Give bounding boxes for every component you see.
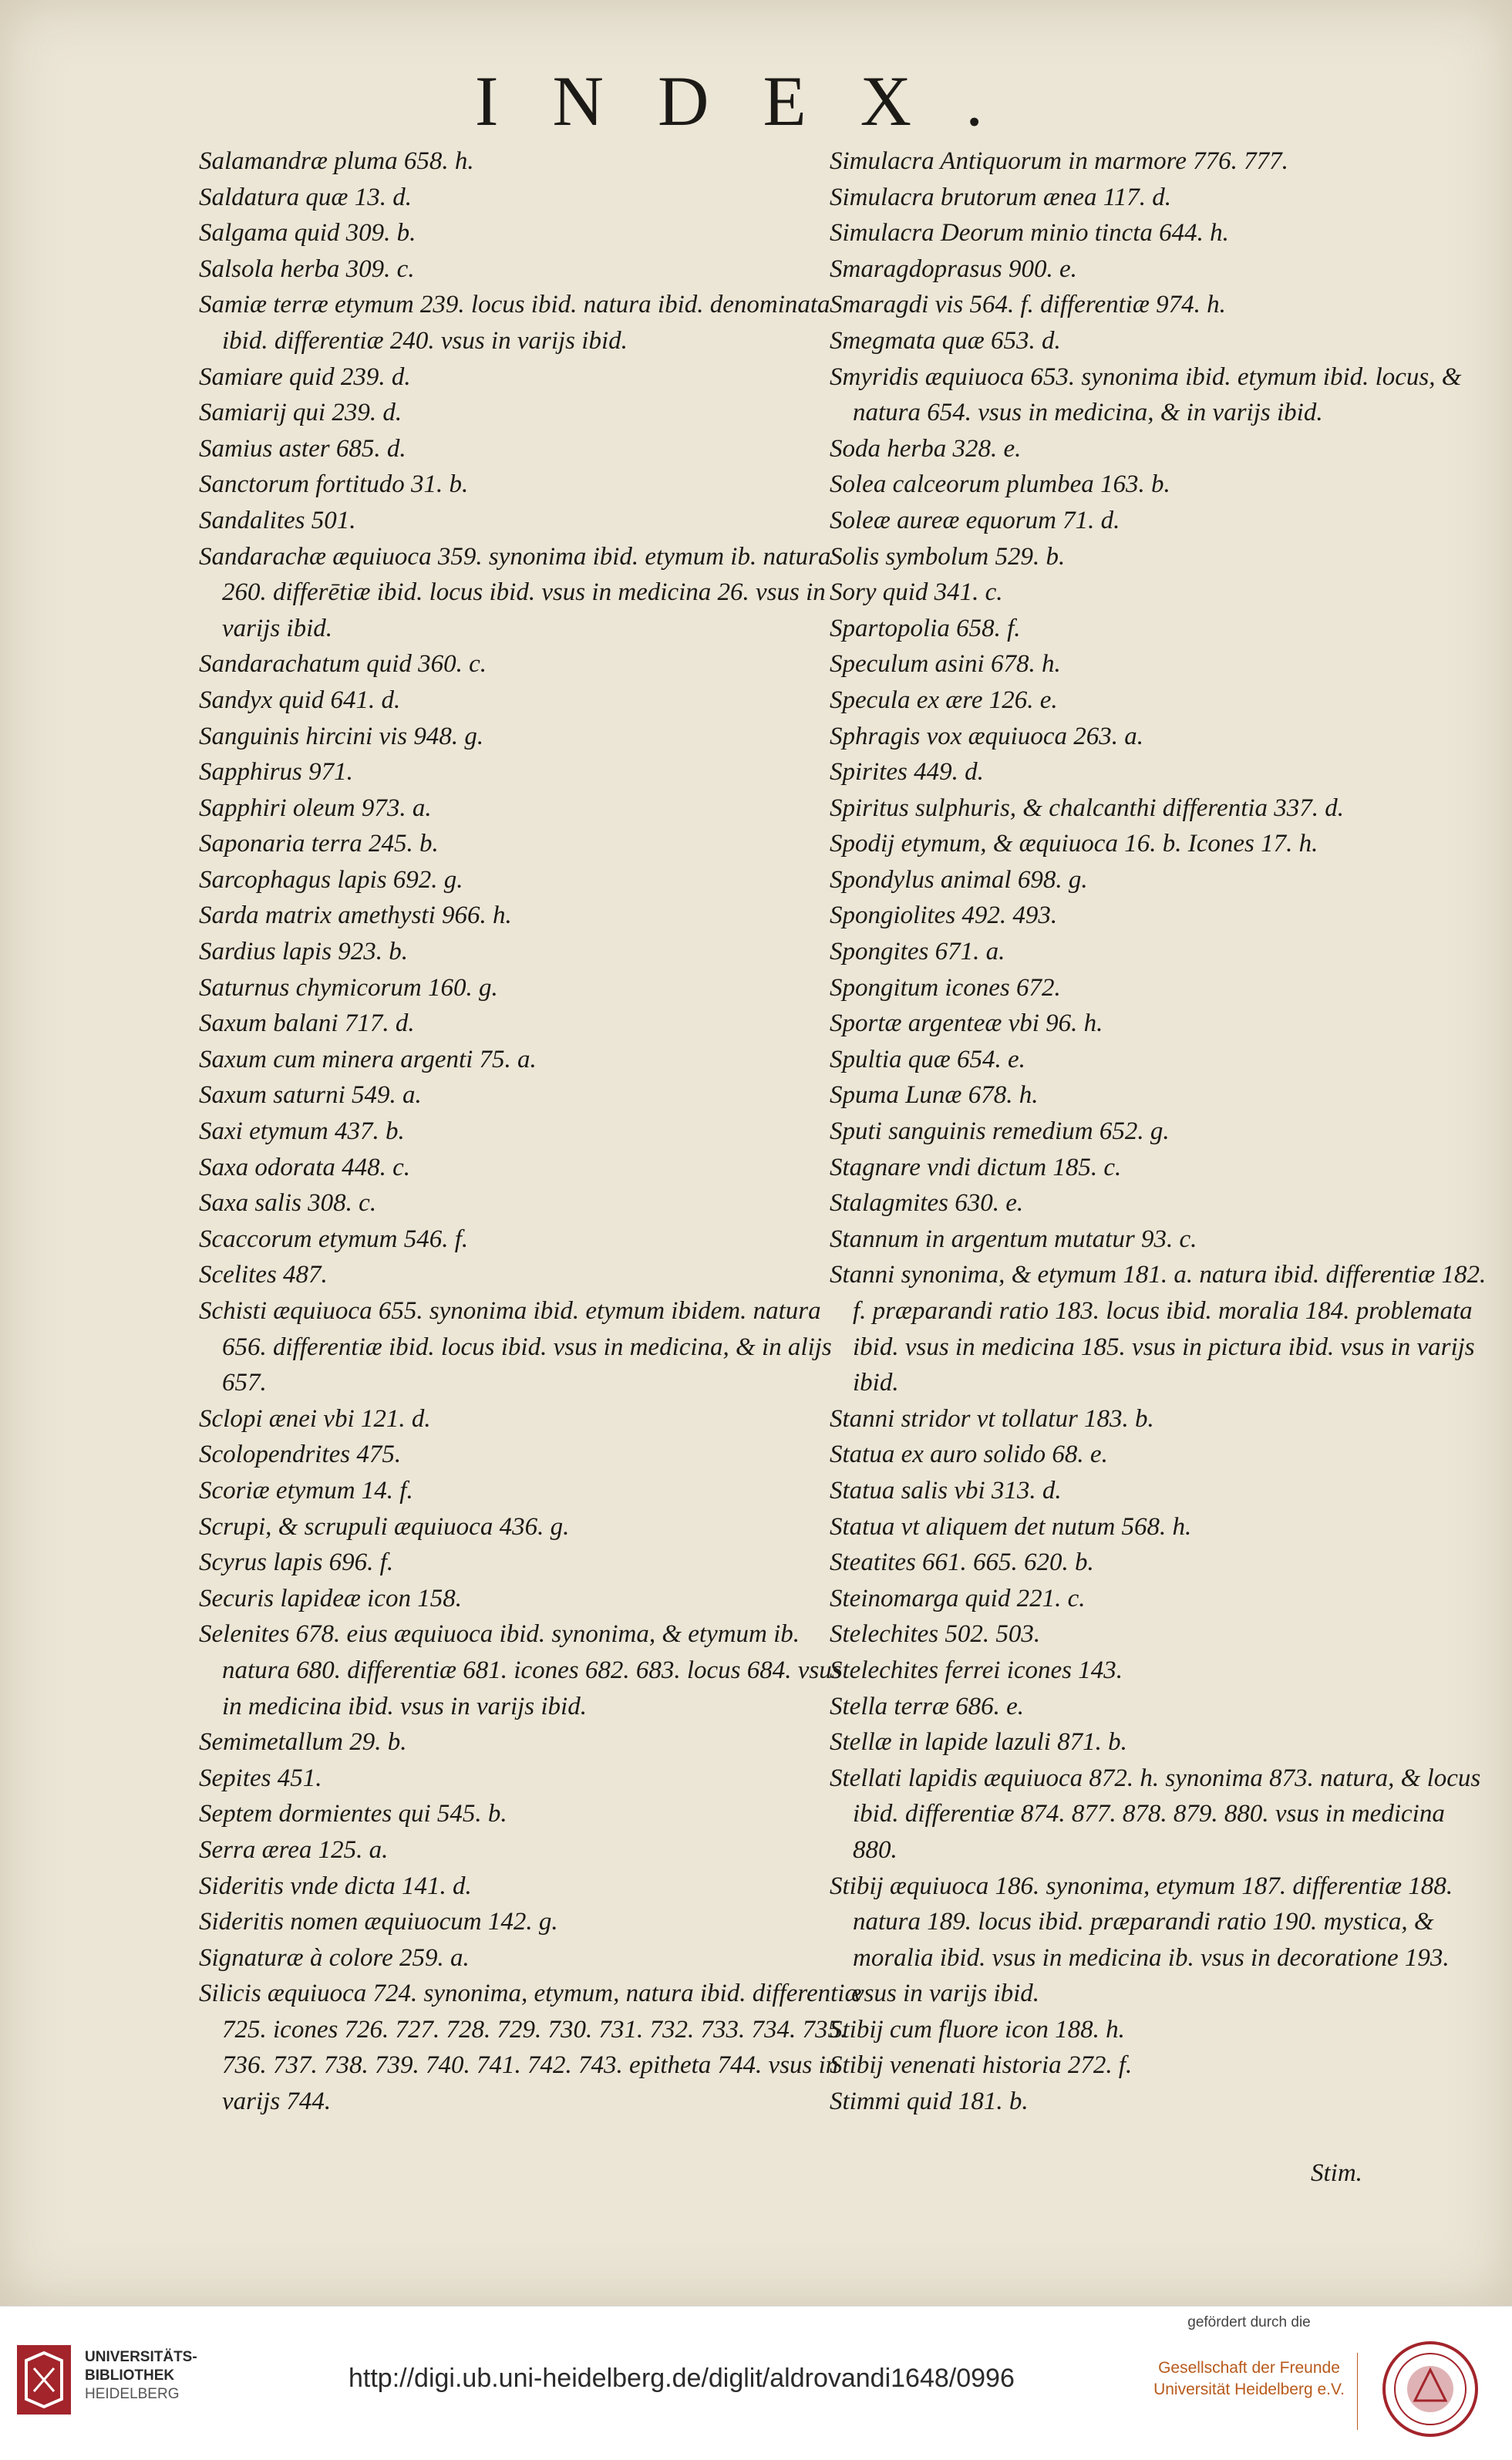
index-entry: Soda herba 328. e. xyxy=(830,434,1022,463)
index-entry: Saponaria terra 245. b. xyxy=(199,830,439,858)
index-entry: Scrupi, & scrupuli æquiuoca 436. g. xyxy=(199,1512,570,1541)
sponsor-block xyxy=(1149,2314,1349,2401)
index-entry: Sanguinis hircini vis 948. g. xyxy=(199,722,484,750)
index-entry: Stalagmites 630. e. xyxy=(830,1189,1024,1218)
index-entry: Scoriæ etymum 14. f. xyxy=(199,1476,413,1505)
index-entry: Solis symbolum 529. b. xyxy=(830,542,1066,571)
index-entry: Speculum asini 678. h. xyxy=(830,650,1061,679)
index-entry: Smaragdoprasus 900. e. xyxy=(830,254,1077,283)
index-entry: Saxum saturni 549. a. xyxy=(199,1081,422,1110)
index-entry: Spuma Lunæ 678. h. xyxy=(830,1081,1039,1110)
index-entry: Stellæ in lapide lazuli 871. b. xyxy=(830,1728,1127,1757)
library-name-line: BIBLIOTHEK xyxy=(85,2367,175,2384)
index-entry: Samiarij qui 239. d. xyxy=(199,399,402,427)
index-entry: Sapphirus 971. xyxy=(199,758,353,787)
index-entry: Serra ærea 125. a. xyxy=(199,1835,389,1864)
index-entry: Saxa salis 308. c. xyxy=(199,1189,377,1218)
index-entry: Stanni stridor vt tollatur 183. b. xyxy=(830,1404,1154,1433)
index-entry: Stibij æquiuoca 186. synonima, etymum 187. differentiæ 188. natura 189. locus ibid. præparandi ratio 190. mystica, & moralia ibid. vsus in medicina ib. vsus in decoratione 193. vsus in varijs ibid. xyxy=(830,1872,1453,2008)
index-entry: Spondylus animal 698. g. xyxy=(830,865,1088,894)
index-entry: Salsola herba 309. c. xyxy=(199,254,415,283)
index-entry: Sandarachatum quid 360. c. xyxy=(199,650,487,679)
sponsor-name-line: Gesellschaft der Freunde xyxy=(1158,2359,1340,2377)
index-entry: Spodij etymum, & æquiuoca 16. b. Icones 17. h. xyxy=(830,830,1318,858)
index-entry: Simulacra Deorum minio tincta 644. h. xyxy=(830,219,1229,248)
page-heading: INDEX. xyxy=(474,62,1038,140)
index-entry: Sanctorum fortitudo 31. b. xyxy=(199,470,469,499)
index-entry: Soleæ aureæ equorum 71. d. xyxy=(830,506,1120,534)
index-entry: Sapphiri oleum 973. a. xyxy=(199,794,432,822)
index-entry: Sandarachæ æquiuoca 359. synonima ibid. etymum ib. natura 260. differētiæ ibid. locus ibid. vsus in medicina 26. vsus in varijs ibid. xyxy=(199,542,831,642)
index-entry: Securis lapideæ icon 158. xyxy=(199,1584,462,1612)
index-entry: Saldatura quæ 13. d. xyxy=(199,183,412,211)
index-entry: Saxa odorata 448. c. xyxy=(199,1153,411,1181)
index-entry: Samiæ terræ etymum 239. locus ibid. natura ibid. denominata ibid. differentiæ 240. vsus in varijs ibid. xyxy=(199,291,830,355)
index-entry: Simulacra Antiquorum in marmore 776. 777. xyxy=(830,147,1288,175)
university-seal-icon xyxy=(1380,2339,1480,2439)
footer-divider xyxy=(1357,2353,1358,2430)
index-entry: Spongiolites 492. 493. xyxy=(830,901,1058,930)
library-name xyxy=(85,2348,197,2404)
index-entry: Sory quid 341. c. xyxy=(830,578,1003,607)
index-entry: Stella terræ 686. e. xyxy=(830,1692,1025,1720)
index-entry: Spongitum icones 672. xyxy=(830,973,1061,1002)
index-entry: Salgama quid 309. b. xyxy=(199,219,416,248)
index-entry: Stellati lapidis æquiuoca 872. h. synonima 873. natura, & locus ibid. differentiæ 874. 877. 878. 879. 880. vsus in medicina 880. xyxy=(830,1764,1481,1864)
sponsor-name-line: Universität Heidelberg e.V. xyxy=(1153,2381,1345,2398)
index-entry: Stannum in argentum mutatur 93. c. xyxy=(830,1225,1197,1253)
sponsor-tagline: gefördert durch die xyxy=(1187,2314,1311,2330)
index-entry: Smyridis æquiuoca 653. synonima ibid. etymum ibid. locus, & natura 654. vsus in medicina, & in varijs ibid. xyxy=(830,362,1462,427)
index-entry: Smegmata quæ 653. d. xyxy=(830,326,1061,355)
viewer-footer xyxy=(0,2306,1512,2460)
index-entry: Septem dormientes qui 545. b. xyxy=(199,1800,507,1828)
index-entry: Sepites 451. xyxy=(199,1764,322,1792)
index-entry: Sideritis vnde dicta 141. d. xyxy=(199,1872,472,1900)
index-entry: Spiritus sulphuris, & chalcanthi differentia 337. d. xyxy=(830,794,1345,822)
index-entry: Spartopolia 658. f. xyxy=(830,614,1021,642)
index-entry: Sardius lapis 923. b. xyxy=(199,938,409,966)
index-entry: Statua ex auro solido 68. e. xyxy=(830,1441,1108,1469)
index-entry: Scelites 487. xyxy=(199,1261,328,1289)
index-entry: Sphragis vox æquiuoca 263. a. xyxy=(830,722,1143,750)
index-entry: Smaragdi vis 564. f. differentiæ 974. h. xyxy=(830,291,1226,319)
index-entry: Sputi sanguinis remedium 652. g. xyxy=(830,1117,1170,1146)
index-entry: Saturnus chymicorum 160. g. xyxy=(199,973,498,1002)
index-entry: Statua salis vbi 313. d. xyxy=(830,1476,1062,1505)
index-column-left xyxy=(199,143,862,2120)
index-entry: Steinomarga quid 221. c. xyxy=(830,1584,1086,1612)
index-entry: Spirites 449. d. xyxy=(830,758,984,787)
index-entry: Sportæ argenteæ vbi 96. h. xyxy=(830,1009,1103,1038)
index-column-right xyxy=(830,143,1493,2120)
index-entry: Sideritis nomen æquiuocum 142. g. xyxy=(199,1908,558,1936)
index-entry: Specula ex ære 126. e. xyxy=(830,686,1058,714)
index-entry: Silicis æquiuoca 724. synonima, etymum, natura ibid. differentiæ 725. icones 726. 727. 728. 729. 730. 731. 732. 733. 734. 735. 736. 737. 738. 739. 740. 741. 742. 743. epitheta 744. vsus in varijs 744. xyxy=(199,1980,862,2116)
index-entry: Sarda matrix amethysti 966. h. xyxy=(199,901,512,930)
index-entry: Samius aster 685. d. xyxy=(199,434,406,463)
index-entry: Saxum cum minera argenti 75. a. xyxy=(199,1045,537,1073)
index-entry: Simulacra brutorum ænea 117. d. xyxy=(830,183,1172,211)
index-entry: Stelechites 502. 503. xyxy=(830,1620,1041,1649)
catchword: Stim. xyxy=(1311,2159,1362,2187)
index-entry: Signaturæ à colore 259. a. xyxy=(199,1943,470,1972)
index-entry: Scaccorum etymum 546. f. xyxy=(199,1225,469,1253)
library-name-line: UNIVERSITÄTS- xyxy=(85,2349,197,2365)
index-entry: Samiare quid 239. d. xyxy=(199,362,411,391)
index-entry: Selenites 678. eius æquiuoca ibid. synonima, & etymum ib. natura 680. differentiæ 681. icones 682. 683. locus 684. vsus in medicina ibid. vsus in varijs ibid. xyxy=(199,1620,842,1720)
index-entry: Stagnare vndi dictum 185. c. xyxy=(830,1153,1122,1181)
index-entry: Sarcophagus lapis 692. g. xyxy=(199,865,463,894)
index-entry: Spultia quæ 654. e. xyxy=(830,1045,1025,1073)
index-entry: Stimmi quid 181. b. xyxy=(830,2088,1029,2116)
index-entry: Steatites 661. 665. 620. b. xyxy=(830,1548,1094,1577)
index-entry: Spongites 671. a. xyxy=(830,938,1005,966)
index-entry: Statua vt aliquem det nutum 568. h. xyxy=(830,1512,1192,1541)
index-entry: Scolopendrites 475. xyxy=(199,1441,402,1469)
index-entry: Saxi etymum 437. b. xyxy=(199,1117,405,1146)
index-entry: Stelechites ferrei icones 143. xyxy=(830,1656,1123,1684)
index-entry: Semimetallum 29. b. xyxy=(199,1728,407,1757)
index-entry: Sandalites 501. xyxy=(199,506,356,534)
page-permalink[interactable]: http://digi.ub.uni-heidelberg.de/diglit/aldrovandi1648/0996 xyxy=(349,2364,1015,2393)
index-entry: Stibij cum fluore icon 188. h. xyxy=(830,2015,1125,2044)
index-entry: Scyrus lapis 696. f. xyxy=(199,1548,394,1577)
library-name-line: HEIDELBERG xyxy=(85,2386,180,2402)
index-entry: Sclopi ænei vbi 121. d. xyxy=(199,1404,431,1433)
index-entry: Schisti æquiuoca 655. synonima ibid. etymum ibidem. natura 656. differentiæ ibid. locus ibid. vsus in medicina, & in alijs 657. xyxy=(199,1297,832,1397)
index-entry: Sandyx quid 641. d. xyxy=(199,686,401,714)
index-entry: Solea calceorum plumbea 163. b. xyxy=(830,470,1170,499)
index-entry: Stanni synonima, & etymum 181. a. natura ibid. differentiæ 182. f. præparandi ratio 183. locus ibid. moralia 184. problemata ibid. vsus in medicina 185. vsus in pictura ibid. vsus in varijs ibid. xyxy=(830,1261,1487,1397)
index-entry: Salamandræ pluma 658. h. xyxy=(199,147,474,175)
index-entry: Saxum balani 717. d. xyxy=(199,1009,415,1038)
index-entry: Stibij venenati historia 272. f. xyxy=(830,2051,1133,2080)
library-logo-icon xyxy=(17,2345,71,2415)
